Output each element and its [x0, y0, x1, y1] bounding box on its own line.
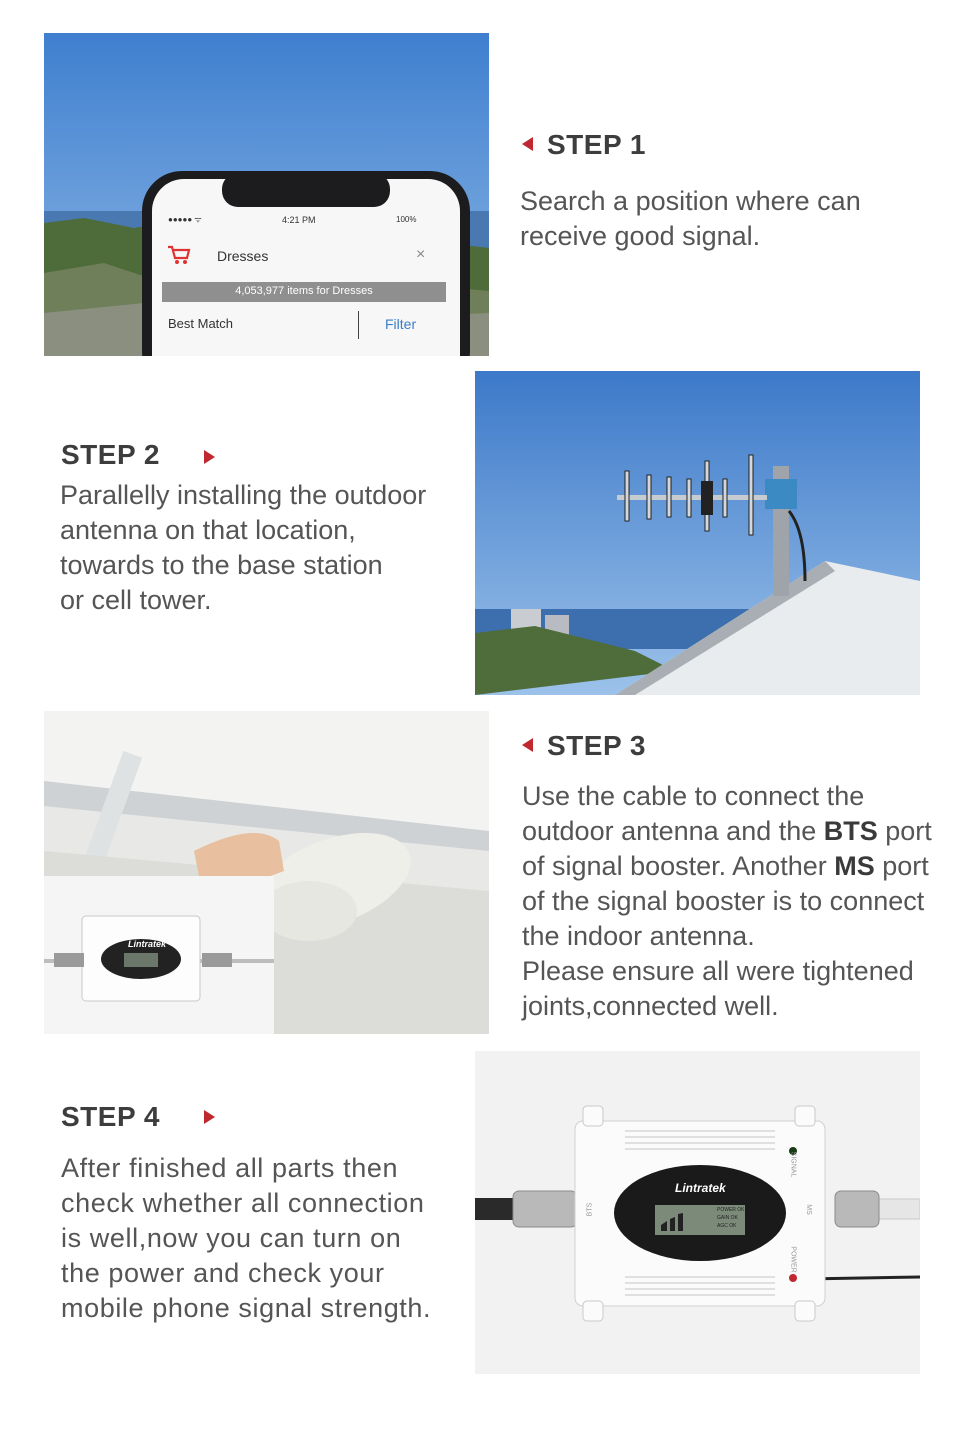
close-icon[interactable]: × [416, 246, 426, 263]
sort-divider [358, 311, 359, 339]
step2-description: Parallelly installing the outdoor antenna on that location, towards to the base station or cell tower. [60, 480, 427, 615]
right-arrow-icon [204, 450, 215, 464]
phone-search-input[interactable]: Dresses [217, 248, 269, 264]
step1-description: Search a position where can receive good signal. [520, 186, 861, 251]
step4-description: After finished all parts then check whether all connection is well,now you can turn on the power and check your mobile phone signal strength. [61, 1153, 432, 1323]
step2-heading: STEP 2 [61, 439, 160, 470]
port-label-power: POWER [789, 1246, 797, 1273]
ms-label: MS [834, 851, 875, 881]
phone-status-time: 4:21 PM [282, 215, 316, 225]
step4-booster-illustration [475, 1051, 920, 1374]
port-label-signal: SIGNAL [789, 1151, 797, 1178]
step3-heading: STEP 3 [522, 730, 646, 762]
left-arrow-icon [522, 137, 533, 151]
right-arrow-icon [204, 1110, 215, 1124]
sort-dropdown[interactable]: Best Match [168, 316, 234, 331]
bts-label: BTS [823, 816, 878, 846]
left-arrow-icon [522, 738, 533, 752]
lcd-row-gain: GAIN OK [717, 1215, 738, 1221]
port-label-bts: BTS [586, 1202, 594, 1217]
step1-phone-illustration [44, 33, 489, 356]
step3-installation-photo [44, 711, 489, 1034]
step3-brand-logo: Lintratek [128, 939, 167, 949]
step3-installation-illustration [44, 711, 489, 1034]
step2-antenna-photo [475, 371, 920, 695]
step1-heading: STEP 1 [522, 129, 646, 161]
step4-brand-logo: Lintratek [675, 1181, 726, 1195]
step2-antenna-illustration [475, 371, 920, 695]
results-count: 4,053,977 items for Dresses [235, 285, 373, 297]
step4-booster-photo [475, 1051, 920, 1374]
step3-description: Use the cable to connect the outdoor antenna and the BTS port of signal booster. Another MS port of the signal booster is to connect the indoor antenna. Please ensure all were tightened joints,connected well. [522, 781, 932, 1021]
lcd-row-agc: AGC OK [717, 1223, 737, 1229]
step1-phone-photo [44, 33, 489, 356]
filter-button[interactable]: Filter [385, 316, 417, 332]
step4-heading: STEP 4 [61, 1101, 160, 1132]
cart-icon[interactable] [166, 243, 192, 265]
port-label-ms: MS [804, 1204, 812, 1215]
phone-battery: 100% [396, 215, 417, 224]
lcd-row-power: POWER OK [717, 1207, 745, 1213]
phone-signal-dots: ●●●●● ᯤ [168, 215, 202, 224]
